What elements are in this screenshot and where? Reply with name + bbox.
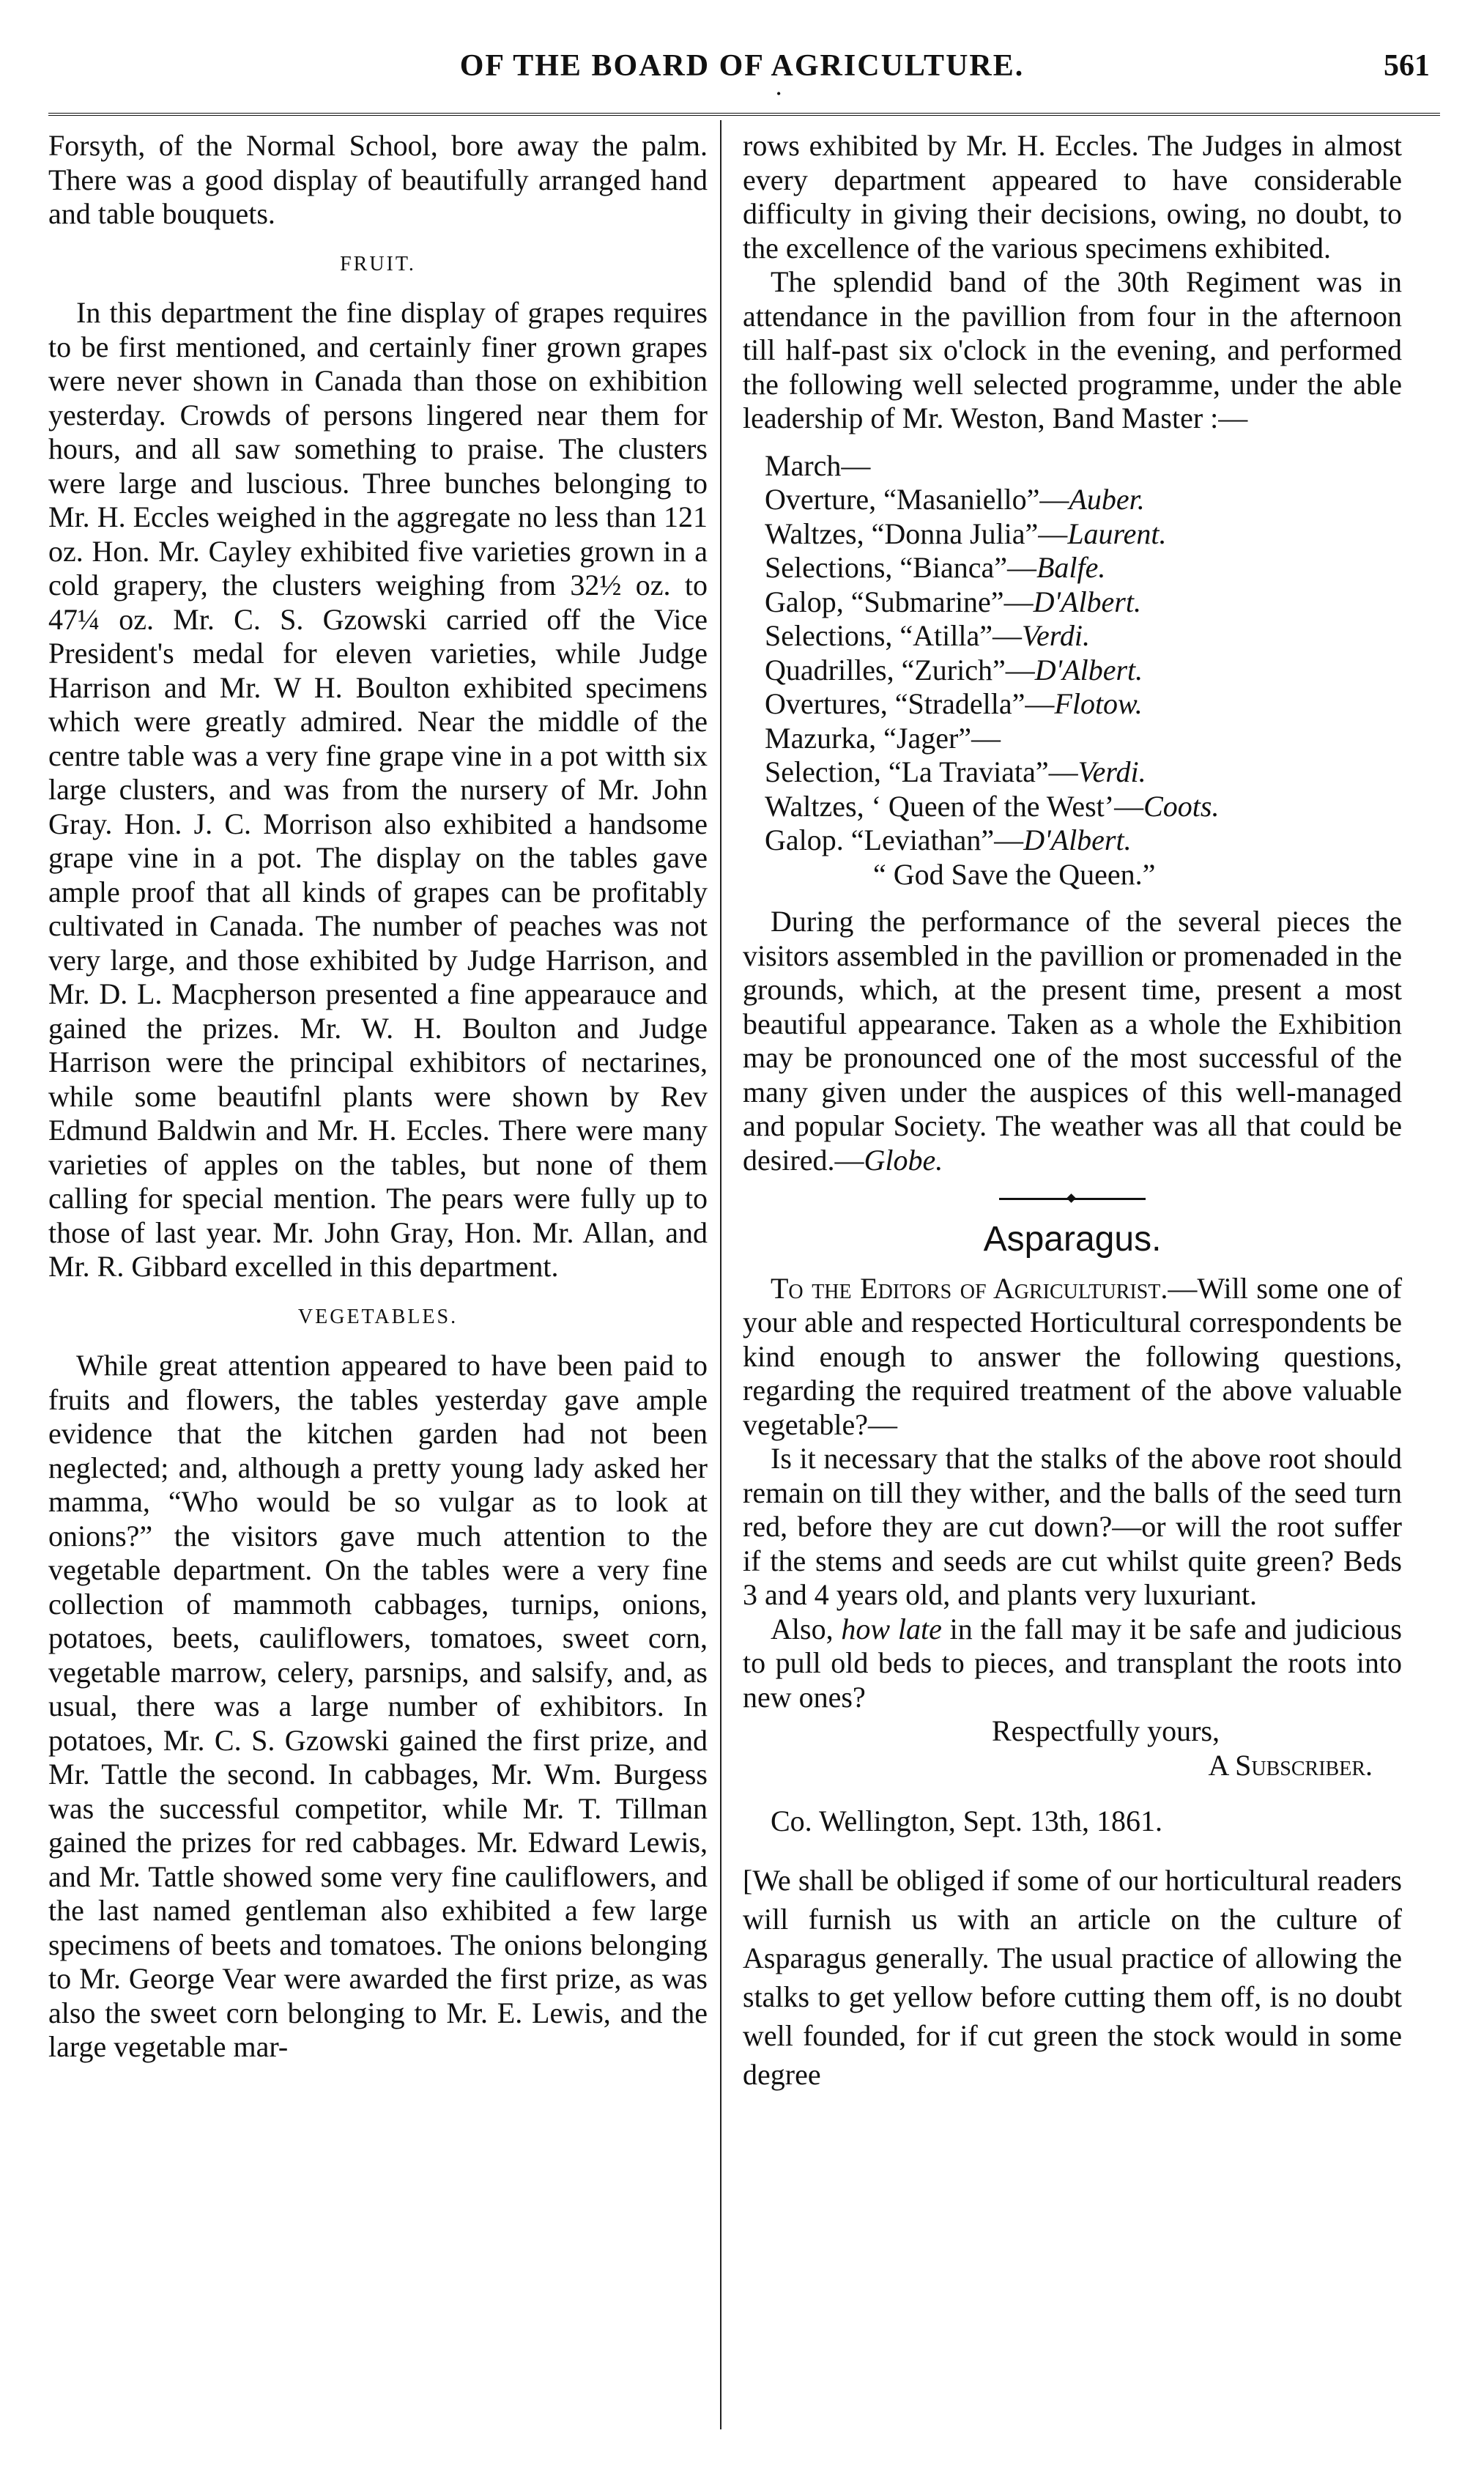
closing-paragraph [743, 905, 1402, 1177]
anthem-line: “ God Save the Queen.” [873, 857, 1156, 891]
programme-composer: D'Albert. [1033, 585, 1141, 618]
letter-p3-italic: how late [841, 1612, 942, 1645]
ornament-diamond [1066, 1193, 1076, 1203]
programme-piece: Overture, “Masaniello”— [765, 483, 1069, 516]
dateline: Co. Wellington, Sept. 13th, 1861. [771, 1804, 1162, 1837]
programme-composer: D'Albert. [1034, 653, 1143, 686]
programme-item [743, 823, 1402, 858]
section-ornament [999, 1195, 1146, 1202]
programme-piece: Selections, “Atilla”— [765, 619, 1023, 652]
programme-piece: Mazurka, “Jager”— [765, 721, 1001, 755]
fruit-heading: FRUIT. [340, 252, 416, 275]
letter-salutation: To the Editors of Agriculturist. [771, 1271, 1168, 1305]
vegetables-heading: VEGETABLES. [297, 1305, 459, 1328]
left-column [48, 129, 708, 2065]
letter-p1-text: —Will some one of your able and respected Horticultural correspondents be kind enough to answer the following questions, regarding the required treatment of the above valuable vegetable?— [743, 1271, 1403, 1441]
asparagus-title: Asparagus. [983, 1220, 1162, 1259]
opening-paragraph: Forsyth, of the Normal School, bore away the palm. There was a good display of beautifully arranged hand and table bouquets. [48, 129, 708, 230]
programme-composer: Verdi. [1077, 755, 1146, 788]
fruit-paragraph: In this department the fine display of grapes requires to be first mentioned, and certainly finer grown grapes were never shown in Canada than those on exhibition yesterday. Crowds of persons lingered near them for hours, and all saw something to praise. The clusters were large and luscious. Three bunches belonging to Mr. H. Eccles weighed in the aggregate no less than 121 oz. Hon. Mr. Cayley exhibited five varieties grown in a cold grapery, the clusters weighing from 32½ oz. to 47¼ oz. Mr. C. S. Gzowski carried off the Vice President's medal for eleven varieties, while Judge Harrison and Mr. W H. Boulton exhibited specimens which were greatly admired. Near the middle of the centre table was a very fine grape vine in a pot witth six large clusters, and was from the nursery of Mr. John Gray. Hon. J. C. Morrison also exhibited a handsome grape vine in a pot. The display on the tables gave ample proof that all kinds of grapes can be profitably cultivated in Canada. The number of peaches was not very large, and those exhibited by Judge Harrison, and Mr. D. L. Macpherson presented a fine appearauce and gained the prizes. Mr. W. H. Boulton and Judge Harrison were the principal exhibitors of nectarines, while some beautifnl plants were shown by Rev Edmund Baldwin and Mr. H. Eccles. There were many varieties of apples on the tables, but none of them calling for special mention. The pears were fully up to those of last year. Mr. John Gray, Hon. Mr. Allan, and Mr. R. Gibbard excelled in this department. [48, 296, 708, 1283]
programme-piece: Galop. “Leviathan”— [765, 823, 1024, 856]
programme-piece: Waltzes, “Donna Julia”— [765, 517, 1068, 550]
letter-p3-start: Also, [771, 1612, 842, 1645]
right-column [743, 129, 1402, 2094]
header-rule [48, 113, 1440, 116]
programme-item [743, 790, 1402, 824]
column-divider [720, 120, 721, 2429]
editor-note-text: [We shall be obliged if some of our horticultural readers will furnish us with an article on the culture of Asparagus generally. The usual practice of allowing the stalks to get yellow before cutting them off, is no doubt well founded, for if cut green the stock would in some degree [743, 1863, 1402, 2091]
programme-piece: Waltzes, ‘ Queen of the West’— [765, 789, 1144, 823]
programme-piece: Selection, “La Traviata”— [765, 755, 1078, 788]
programme-item [743, 585, 1402, 620]
programme-piece: Quadrilles, “Zurich”— [765, 653, 1035, 686]
running-head [44, 48, 1440, 101]
programme-item [743, 755, 1402, 790]
programme-item [743, 449, 1402, 484]
closing-formula: Respectfully yours, [992, 1714, 1220, 1747]
letter-paragraph-3 [743, 1613, 1402, 1715]
programme-item [743, 654, 1402, 688]
letter-paragraph-1 [743, 1272, 1402, 1443]
programme-composer: Flotow. [1054, 687, 1143, 720]
programme-item [743, 483, 1402, 517]
programme-composer: D'Albert. [1023, 823, 1132, 856]
programme-piece: Galop, “Submarine”— [765, 585, 1034, 618]
letter-p3-end: in the fall may it be safe and judicious to pull old beds to pieces, and transplant the roots into new ones? [743, 1612, 1402, 1714]
band-paragraph: The splendid band of the 30th Regiment was in attendance in the pavillion from four in the afternoon till half-past six o'clock in the evening, and performed the following well selected programme, under the able leadership of Mr. Weston, Band Master :— [743, 265, 1402, 434]
programme-item [743, 619, 1402, 654]
band-programme [743, 449, 1402, 892]
page-number: 561 [1384, 49, 1430, 83]
closing-source: Globe. [864, 1143, 943, 1177]
letter-paragraph-2: Is it necessary that the stalks of the above root should remain on till they wither, and the balls of the seed turn red, before they are cut down?—or will the root suffer if the stems and seeds are cut whilst quite green? Beds 3 and 4 years old, and plants very luxuriant. [743, 1442, 1402, 1611]
vegetables-paragraph: While great attention appeared to have been paid to fruits and flowers, the tables yesterday gave ample evidence that the kitchen garden had not been neglected; and, although a pretty young lady asked her mamma, “Who would be so vulgar as to look at onions?” the visitors gave much attention to the vegetable department. On the tables were a very fine collection of mammoth cabbages, turnips, onions, potatoes, beets, cauliflowers, tomatoes, sweet corn, vegetable marrow, celery, parsnips, and salsify, and, as usual, there was a large number of exhibitors. In potatoes, Mr. C. S. Gzowski gained the first prize, and Mr. Tattle the second. In cabbages, Mr. Wm. Burgess was the successful competitor, while Mr. T. Tillman gained the prizes for red cabbages. Mr. Edward Lewis, and Mr. Tattle showed some very fine cauliflowers, and the last named gentleman also exhibited a few large specimens of beets and tomatoes. The onions belonging to Mr. George Vear were awarded the first prize, as was also the sweet corn belonging to Mr. E. Lewis, and the large vegetable mar- [48, 1349, 708, 2063]
programme-composer: Auber. [1069, 483, 1145, 516]
programme-item [743, 517, 1402, 552]
programme-composer: Verdi. [1022, 619, 1090, 652]
programme-piece: Overtures, “Stradella”— [765, 687, 1055, 720]
programme-composer: Balfe. [1036, 551, 1106, 584]
programme-composer: Coots. [1143, 789, 1220, 823]
header-dot: • [776, 86, 782, 101]
continued-paragraph: rows exhibited by Mr. H. Eccles. The Judges in almost every department appeared to have considerable difficulty in giving their decisions, owing, no doubt, to the excellence of the various specimens exhibited. [743, 129, 1402, 264]
running-title: OF THE BOARD OF AGRICULTURE. [459, 49, 1025, 83]
programme-composer: Laurent. [1067, 517, 1167, 550]
closing-text: During the performance of the several pieces the visitors assembled in the pavillion or promenaded in the grounds, which, at the present time, present a most beautiful appearance. Taken as a whole the Exhibition may be pronounced one of the most successful of the many given under the auspices of this well-managed and popular Society. The weather was all that could be desired.— [743, 905, 1402, 1177]
signature: A Subscriber. [1208, 1748, 1373, 1782]
programme-item [743, 551, 1402, 585]
programme-piece: Selections, “Bianca”— [765, 551, 1036, 584]
programme-item [743, 722, 1402, 756]
programme-piece: March— [765, 448, 871, 482]
programme-item [743, 687, 1402, 722]
editor-note [743, 1861, 1402, 2094]
